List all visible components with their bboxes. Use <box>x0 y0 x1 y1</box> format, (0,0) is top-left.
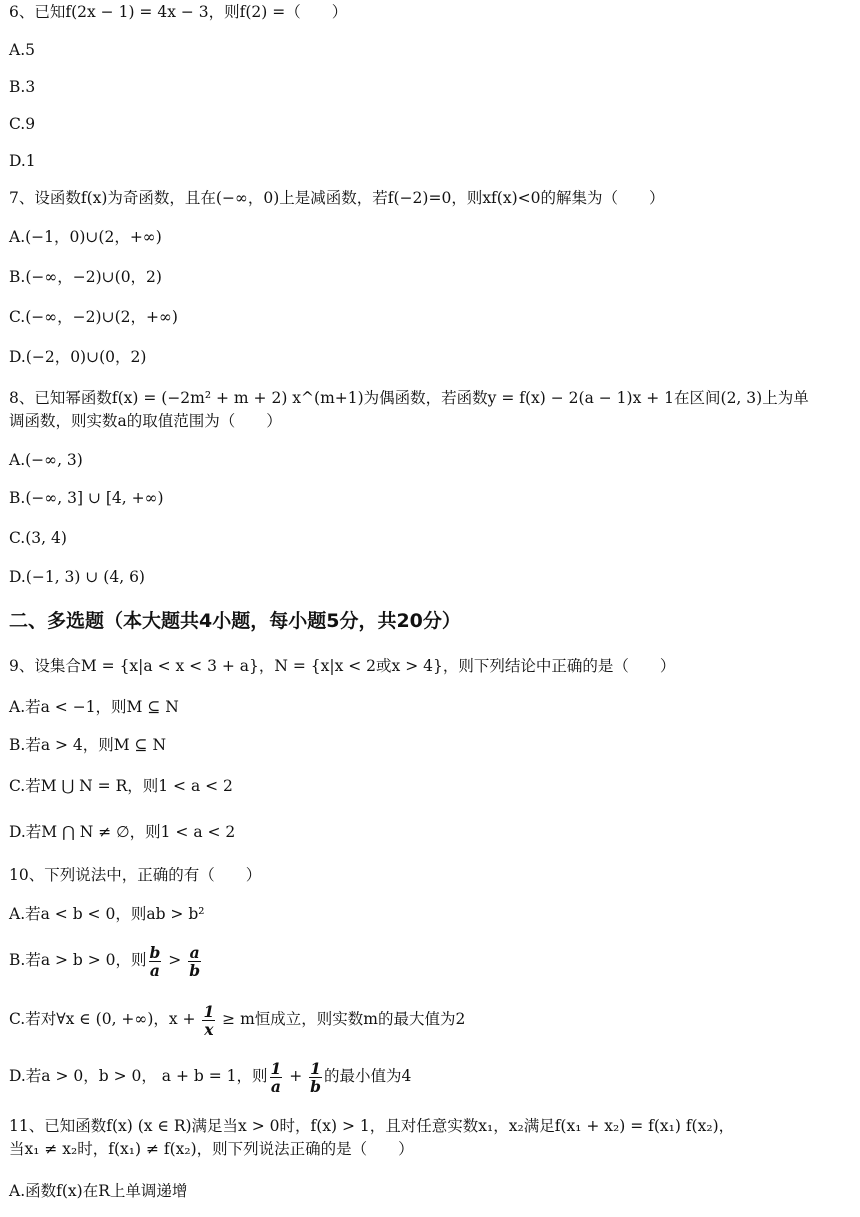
q10-option-d-fraction-1 <box>270 1060 283 1095</box>
q10-option-d-prefix: D.若a > 0，b > 0， a + b = 1，则 <box>9 1067 268 1085</box>
q10-option-c-prefix: C.若对∀x ∈ (0, +∞)，x + <box>9 1010 201 1028</box>
fraction-numerator: 1 <box>270 1058 282 1078</box>
fraction-denominator: b <box>310 1076 321 1096</box>
fraction-denominator: x <box>204 1019 214 1039</box>
q8-option-a: A.(−∞, 3) <box>9 451 83 469</box>
q10-option-a: A.若a < b < 0，则ab > b² <box>9 905 205 923</box>
q8-option-d: D.(−1, 3) ∪ (4, 6) <box>9 568 145 586</box>
q6-option-a: A.5 <box>9 41 35 59</box>
q10-option-c-suffix: ≥ m恒成立，则实数m的最大值为2 <box>217 1010 466 1028</box>
q7-option-b: B.(−∞，−2)∪(0，2) <box>9 268 162 286</box>
q10-option-d-suffix: 的最小值为4 <box>324 1067 412 1085</box>
q11-option-a: A.函数f(x)在R上单调递增 <box>9 1182 188 1200</box>
q10-option-c <box>9 999 465 1039</box>
q10-option-d <box>9 1056 411 1096</box>
question-11-stem-line2: 当x₁ ≠ x₂时，f(x₁) ≠ f(x₂)，则下列说法正确的是（ ） <box>9 1140 414 1158</box>
fraction-numerator: a <box>189 942 200 962</box>
question-6-stem: 6、已知f(2x − 1) = 4x − 3，则f(2) =（ ） <box>9 3 348 21</box>
question-10-stem: 10、下列说法中，正确的有（ ） <box>9 866 262 884</box>
q9-option-a: A.若a < −1，则M ⊆ N <box>9 698 179 716</box>
q6-option-c: C.9 <box>9 115 36 133</box>
fraction-numerator: 1 <box>310 1058 321 1078</box>
fraction-numerator: b <box>149 942 161 962</box>
q7-option-c: C.(−∞，−2)∪(2，+∞) <box>9 308 178 326</box>
fraction-denominator: a <box>270 1076 281 1096</box>
q9-option-b: B.若a > 4，则M ⊆ N <box>9 736 167 754</box>
q6-option-d: D.1 <box>9 152 36 170</box>
q7-option-d: D.(−2，0)∪(0，2) <box>9 348 147 366</box>
q8-option-b: B.(−∞, 3] ∪ [4, +∞) <box>9 489 164 507</box>
q10-option-b-prefix: B.若a > b > 0，则 <box>9 951 147 969</box>
section-2-heading: 二、多选题（本大题共4小题，每小题5分，共20分） <box>9 610 461 632</box>
question-7-stem: 7、设函数f(x)为奇函数，且在(−∞，0)上是减函数，若f(−2)=0，则xf(x)<0的解集为（ ） <box>9 189 665 207</box>
q10-option-d-operator: + <box>284 1067 308 1085</box>
fraction-denominator: a <box>149 960 160 980</box>
q8-option-c: C.(3, 4) <box>9 529 67 547</box>
q10-option-b <box>9 940 203 980</box>
question-11-stem-line1: 11、已知函数f(x) (x ∈ R)满足当x > 0时，f(x) > 1，且对任意实数x₁，x₂满足f(x₁ + x₂) = f(x₁) f(x₂)， <box>9 1117 735 1135</box>
question-9-stem: 9、设集合M = {x|a < x < 3 + a}，N = {x|x < 2或x > 4}，则下列结论中正确的是（ ） <box>9 657 676 675</box>
question-8-stem-line1: 8、已知幂函数f(x) = (−2m² + m + 2) x^(m+1)为偶函数，若函数y = f(x) − 2(a − 1)x + 1在区间(2, 3)上为单 <box>9 389 809 407</box>
fraction-numerator: 1 <box>203 1001 215 1021</box>
q7-option-a: A.(−1，0)∪(2，+∞) <box>9 228 162 246</box>
question-8-stem-line2: 调函数，则实数a的取值范围为（ ） <box>9 412 282 430</box>
q6-option-b: B.3 <box>9 78 36 96</box>
fraction-denominator: b <box>189 960 201 980</box>
q9-option-c: C.若M ⋃ N = R，则1 < a < 2 <box>9 777 233 795</box>
q10-option-d-fraction-2 <box>309 1060 322 1095</box>
q10-option-b-operator: > <box>163 951 187 969</box>
q10-option-c-fraction <box>202 1003 215 1038</box>
q10-option-b-fraction-1 <box>149 944 162 979</box>
q9-option-d: D.若M ⋂ N ≠ ∅，则1 < a < 2 <box>9 823 236 841</box>
q10-option-b-fraction-2 <box>188 944 201 979</box>
